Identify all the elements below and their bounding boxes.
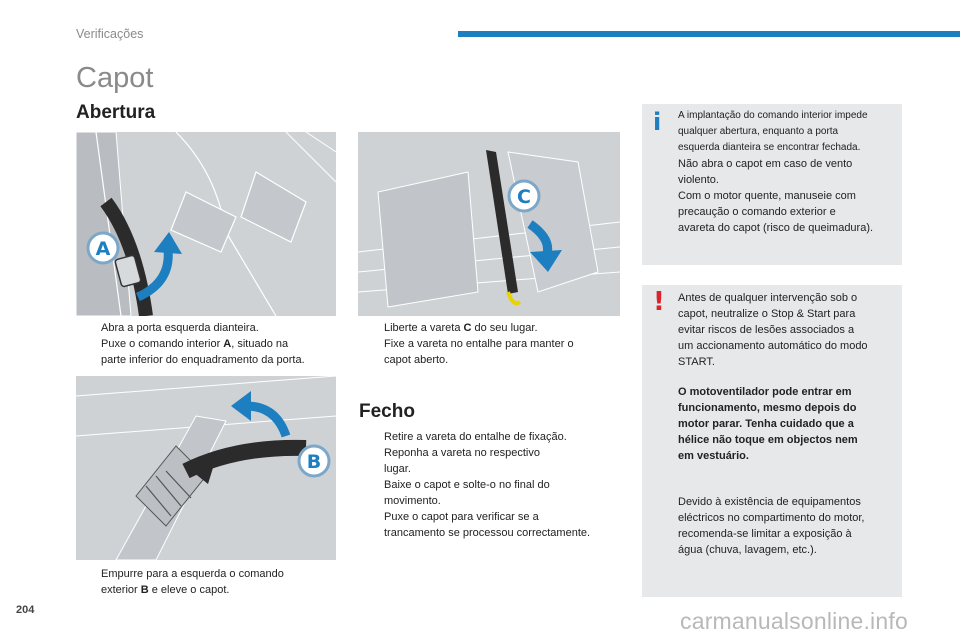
section-label: Verificações: [76, 27, 144, 41]
step-text-continued: parte inferior do enquadramento da porta.: [101, 354, 305, 366]
figure-label-b: B: [306, 451, 322, 473]
info-box-text: [678, 108, 900, 236]
watermark: carmanualsonline.info: [680, 608, 908, 634]
warning-icon: !: [653, 287, 665, 317]
list-item: [79, 336, 341, 368]
warning-text-line: recomenda-se limitar a exposição à: [678, 528, 852, 540]
figure-interior-release-drawing: [76, 132, 336, 316]
step-text: Puxe o capot para verificar se a: [384, 511, 539, 523]
step-text-continued: capot aberto.: [384, 354, 449, 366]
warning-text-line-bold: O motoventilador pode entrar em: [678, 386, 852, 398]
warning-text-line-bold: em vestuário.: [678, 450, 749, 462]
warning-text-line: água (chuva, lavagem, etc.).: [678, 544, 817, 556]
steps-prop-rod: [362, 320, 624, 368]
warning-text-line-bold: hélice não toque em objectos nem: [678, 434, 858, 446]
info-text-line: esquerda dianteira se encontrar fechada.: [678, 142, 861, 153]
list-item: [362, 429, 624, 445]
warning-text-line-bold: motor parar. Tenha cuidado que a: [678, 418, 854, 430]
step-bold-ref: C: [463, 322, 472, 334]
info-text-line: precaução o comando exterior e: [678, 206, 836, 218]
page-title: Capot: [76, 62, 154, 94]
step-bold-ref: B: [140, 584, 149, 596]
figure-interior-release: [76, 132, 336, 316]
step-text: , situado na: [231, 338, 289, 350]
warning-text-line: Devido à existência de equipamentos: [678, 496, 861, 508]
figure-prop-rod-drawing: [358, 132, 620, 316]
figure-prop-rod: [358, 132, 620, 316]
steps-exterior-release: [79, 566, 341, 598]
step-text-continued: trancamento se processou correctamente.: [384, 527, 591, 539]
figure-exterior-release: [76, 376, 336, 560]
info-text-line: violento.: [678, 174, 719, 186]
closing-heading: Fecho: [359, 401, 415, 422]
step-text: e eleve o capot.: [148, 584, 230, 596]
step-text: do seu lugar.: [471, 322, 538, 334]
warning-text-line-bold: funcionamento, mesmo depois do: [678, 402, 857, 414]
steps-closing: [362, 429, 624, 541]
info-text-line: A implantação do comando interior impede: [678, 110, 868, 121]
list-item: [79, 566, 341, 598]
warning-box-text: [678, 290, 900, 558]
step-text: Puxe o comando interior: [101, 338, 224, 350]
step-text: Baixe o capot e solte-o no final do: [384, 479, 550, 491]
list-item: [79, 320, 341, 336]
step-text-continued: movimento.: [384, 495, 441, 507]
warning-text-line: eléctricos no compartimento do motor,: [678, 512, 865, 524]
step-text: Liberte a vareta: [384, 322, 464, 334]
warning-text-line: capot, neutralize o Stop & Start para: [678, 308, 856, 320]
info-text-line: qualquer abertura, enquanto a porta: [678, 126, 839, 137]
info-icon: i: [653, 108, 662, 136]
info-text-line: avareta do capot (risco de queimadura).: [678, 222, 874, 234]
info-text-line: Com o motor quente, manuseie com: [678, 190, 856, 202]
warning-text-line: um accionamento automático do modo: [678, 340, 868, 352]
list-item: [362, 320, 624, 336]
figure-label-a: A: [95, 238, 111, 260]
page-number: 204: [16, 604, 35, 616]
info-box: [642, 104, 902, 265]
step-text: Empurre para a esquerda o comando: [101, 568, 284, 580]
steps-interior-release: [79, 320, 341, 368]
list-item: [362, 477, 624, 509]
list-item: [362, 445, 624, 477]
step-bold-ref: A: [223, 338, 232, 350]
warning-text-line: Antes de qualquer intervenção sob o: [678, 292, 858, 304]
warning-text-line: START.: [678, 356, 715, 368]
figure-label-c: C: [517, 186, 531, 208]
list-item: [362, 509, 624, 541]
warning-text-line: evitar riscos de lesões associados a: [678, 324, 855, 336]
figure-exterior-release-drawing: [76, 376, 336, 560]
step-text: Fixe a vareta no entalhe para manter o: [384, 338, 574, 350]
step-text: Abra a porta esquerda dianteira.: [101, 322, 259, 334]
info-text-line: Não abra o capot em caso de vento: [678, 158, 853, 170]
warning-box: [642, 285, 902, 597]
opening-heading: Abertura: [76, 102, 156, 123]
step-text-continued: exterior: [101, 584, 141, 596]
list-item: [362, 336, 624, 368]
step-text: Retire a vareta do entalhe de fixação.: [384, 431, 567, 443]
header-accent-bar: [458, 31, 960, 37]
step-text: Reponha a vareta no respectivo: [384, 447, 540, 459]
step-text-continued: lugar.: [384, 463, 411, 475]
